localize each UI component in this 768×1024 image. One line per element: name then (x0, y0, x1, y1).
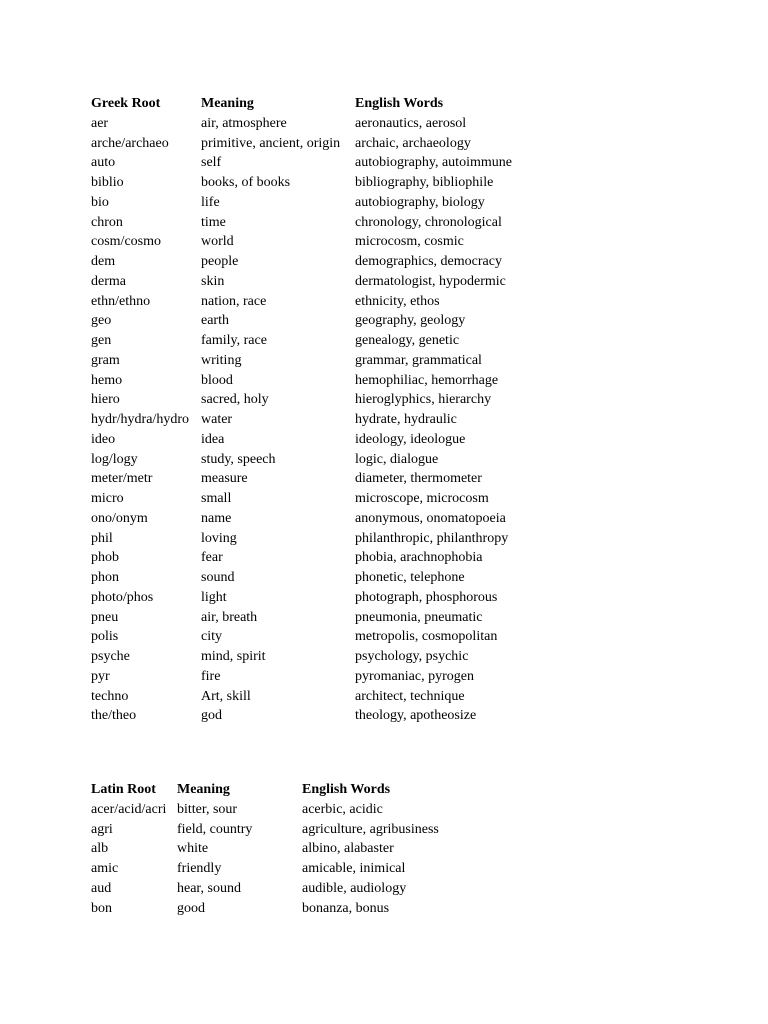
english-words-cell: aeronautics, aerosol (355, 115, 467, 131)
meaning-cell: name (201, 510, 232, 526)
latin-english-words-header: English Words (302, 782, 391, 797)
meaning-cell: fear (201, 550, 223, 566)
root-cell: gen (91, 333, 112, 348)
meaning-cell: writing (201, 352, 242, 368)
root-cell: phil (91, 530, 113, 546)
english-words-cell: psychology, psychic (355, 649, 469, 664)
english-words-cell: anonymous, onomatopoeia (355, 510, 506, 526)
meaning-cell: people (201, 254, 239, 269)
meaning-cell: sound (201, 570, 235, 585)
table-row (91, 859, 502, 879)
greek-header-row (91, 94, 555, 114)
table-row (91, 173, 555, 193)
table-row (91, 213, 555, 233)
meaning-cell: mind, spirit (201, 649, 266, 664)
root-cell: techno (91, 688, 129, 704)
table-row (91, 331, 555, 351)
english-words-cell: agriculture, agribusiness (302, 821, 439, 837)
english-words-cell: archaic, archaeology (355, 135, 471, 151)
english-words-cell: dermatologist, hypodermic (355, 273, 506, 289)
english-words-cell: logic, dialogue (355, 451, 439, 467)
english-words-cell: acerbic, acidic (302, 801, 383, 817)
table-row (91, 134, 555, 154)
english-words-cell: theology, apotheosize (355, 708, 477, 724)
table-row (91, 509, 555, 529)
root-cell: hemo (91, 372, 123, 388)
root-cell: hydr/hydra/hydro (91, 412, 189, 427)
table-row (91, 232, 555, 252)
table-row (91, 371, 555, 391)
meaning-cell: friendly (177, 861, 222, 876)
meaning-cell: field, country (177, 821, 253, 837)
latin-root-header: Latin Root (91, 782, 156, 797)
english-words-cell: microcosm, cosmic (355, 234, 464, 250)
table-row (91, 114, 555, 134)
table-row (91, 390, 555, 410)
root-cell: pyr (91, 668, 110, 684)
root-cell: amic (91, 861, 119, 876)
english-words-cell: diameter, thermometer (355, 471, 482, 487)
meaning-cell: hear, sound (177, 880, 241, 896)
table-row (91, 153, 555, 173)
table-row (91, 608, 555, 628)
english-words-cell: photograph, phosphorous (355, 589, 498, 605)
english-words-cell: genealogy, genetic (355, 333, 460, 348)
root-cell: ono/onym (91, 510, 148, 526)
english-words-cell: audible, audiology (302, 880, 407, 896)
english-words-cell: geography, geology (355, 313, 466, 329)
english-words-cell: grammar, grammatical (355, 352, 482, 368)
root-cell: phob (91, 550, 119, 566)
table-row (91, 588, 555, 608)
table-row (91, 568, 555, 588)
table-row (91, 529, 555, 549)
meaning-cell: air, atmosphere (201, 115, 287, 131)
greek-english-words-header: English Words (355, 96, 444, 111)
meaning-cell: primitive, ancient, origin (201, 135, 341, 151)
table-row (91, 351, 555, 371)
meaning-cell: bitter, sour (177, 801, 238, 817)
root-cell: alb (91, 841, 109, 857)
root-cell: pneu (91, 609, 119, 625)
root-cell: aud (91, 880, 112, 896)
root-cell: the/theo (91, 708, 137, 724)
meaning-cell: fire (201, 668, 221, 684)
root-cell: aer (91, 115, 109, 131)
table-row (91, 193, 555, 213)
english-words-cell: hydrate, hydraulic (355, 412, 457, 427)
table-row (91, 311, 555, 331)
meaning-cell: sacred, holy (201, 392, 269, 408)
meaning-cell: white (177, 841, 209, 857)
root-cell: ideo (91, 431, 116, 447)
english-words-cell: phobia, arachnophobia (355, 550, 483, 566)
meaning-cell: small (201, 491, 232, 506)
root-cell: meter/metr (91, 471, 153, 487)
table-row (91, 879, 502, 899)
table-row (91, 687, 555, 707)
greek-meaning-header: Meaning (201, 96, 254, 111)
root-cell: geo (91, 313, 112, 329)
greek-roots-table (91, 94, 555, 726)
table-row (91, 430, 555, 450)
meaning-cell: study, speech (201, 451, 276, 467)
root-cell: dem (91, 254, 116, 269)
latin-table-body (91, 800, 502, 919)
root-cell: agri (91, 821, 113, 837)
table-row (91, 800, 502, 820)
meaning-cell: skin (201, 273, 225, 289)
meaning-cell: good (177, 900, 205, 916)
table-row (91, 647, 555, 667)
table-row (91, 252, 555, 272)
english-words-cell: pyromaniac, pyrogen (355, 668, 474, 684)
meaning-cell: time (201, 214, 226, 230)
latin-header-row (91, 780, 502, 800)
root-cell: cosm/cosmo (91, 234, 161, 250)
meaning-cell: earth (201, 313, 229, 329)
meaning-cell: world (201, 234, 234, 250)
meaning-cell: god (201, 708, 222, 724)
english-words-cell: bonanza, bonus (302, 900, 390, 916)
meaning-cell: blood (201, 372, 233, 388)
root-cell: gram (91, 352, 120, 368)
table-row (91, 627, 555, 647)
table-row (91, 899, 502, 919)
table-row (91, 292, 555, 312)
table-row (91, 272, 555, 292)
english-words-cell: philanthropic, philanthropy (355, 530, 509, 546)
english-words-cell: architect, technique (355, 688, 465, 704)
table-row (91, 450, 555, 470)
meaning-cell: measure (201, 471, 248, 487)
root-cell: micro (91, 491, 124, 506)
english-words-cell: pneumonia, pneumatic (355, 609, 483, 625)
meaning-cell: family, race (201, 333, 267, 348)
meaning-cell: city (201, 629, 222, 645)
meaning-cell: idea (201, 431, 225, 447)
root-cell: hiero (91, 392, 120, 408)
root-cell: bio (91, 194, 109, 210)
english-words-cell: hieroglyphics, hierarchy (355, 392, 492, 408)
english-words-cell: bibliography, bibliophile (355, 175, 494, 190)
greek-root-header: Greek Root (91, 96, 161, 111)
table-row (91, 820, 502, 840)
root-cell: derma (91, 273, 126, 289)
meaning-cell: nation, race (201, 293, 267, 309)
english-words-cell: microscope, microcosm (355, 491, 489, 506)
meaning-cell: Art, skill (201, 688, 251, 704)
root-cell: arche/archaeo (91, 135, 169, 151)
meaning-cell: air, breath (201, 609, 258, 625)
table-row (91, 548, 555, 568)
english-words-cell: amicable, inimical (302, 861, 406, 876)
root-cell: log/logy (91, 451, 138, 467)
meaning-cell: light (201, 589, 227, 605)
meaning-cell: loving (201, 530, 237, 546)
english-words-cell: ethnicity, ethos (355, 293, 440, 309)
english-words-cell: autobiography, autoimmune (355, 155, 512, 171)
root-cell: psyche (91, 649, 130, 664)
root-cell: chron (91, 214, 123, 230)
meaning-cell: water (201, 412, 233, 427)
english-words-cell: metropolis, cosmopolitan (355, 629, 498, 645)
table-row (91, 410, 555, 430)
meaning-cell: books, of books (201, 175, 291, 190)
table-row (91, 706, 555, 726)
english-words-cell: phonetic, telephone (355, 570, 465, 585)
table-row (91, 489, 555, 509)
english-words-cell: autobiography, biology (355, 194, 485, 210)
root-cell: ethn/ethno (91, 293, 151, 309)
table-row (91, 469, 555, 489)
english-words-cell: demographics, democracy (355, 254, 502, 269)
table-row (91, 839, 502, 859)
root-cell: photo/phos (91, 589, 154, 605)
english-words-cell: albino, alabaster (302, 841, 394, 857)
root-cell: auto (91, 155, 116, 171)
table-row (91, 667, 555, 687)
latin-roots-table (91, 780, 502, 918)
root-cell: acer/acid/acri (91, 801, 167, 817)
latin-meaning-header: Meaning (177, 782, 230, 797)
root-cell: bon (91, 900, 112, 916)
meaning-cell: self (201, 155, 222, 171)
root-cell: biblio (91, 175, 124, 190)
english-words-cell: chronology, chronological (355, 214, 502, 230)
meaning-cell: life (201, 194, 220, 210)
english-words-cell: hemophiliac, hemorrhage (355, 372, 499, 388)
root-cell: phon (91, 570, 119, 585)
greek-table-body (91, 114, 555, 726)
english-words-cell: ideology, ideologue (355, 431, 466, 447)
root-cell: polis (91, 629, 119, 645)
